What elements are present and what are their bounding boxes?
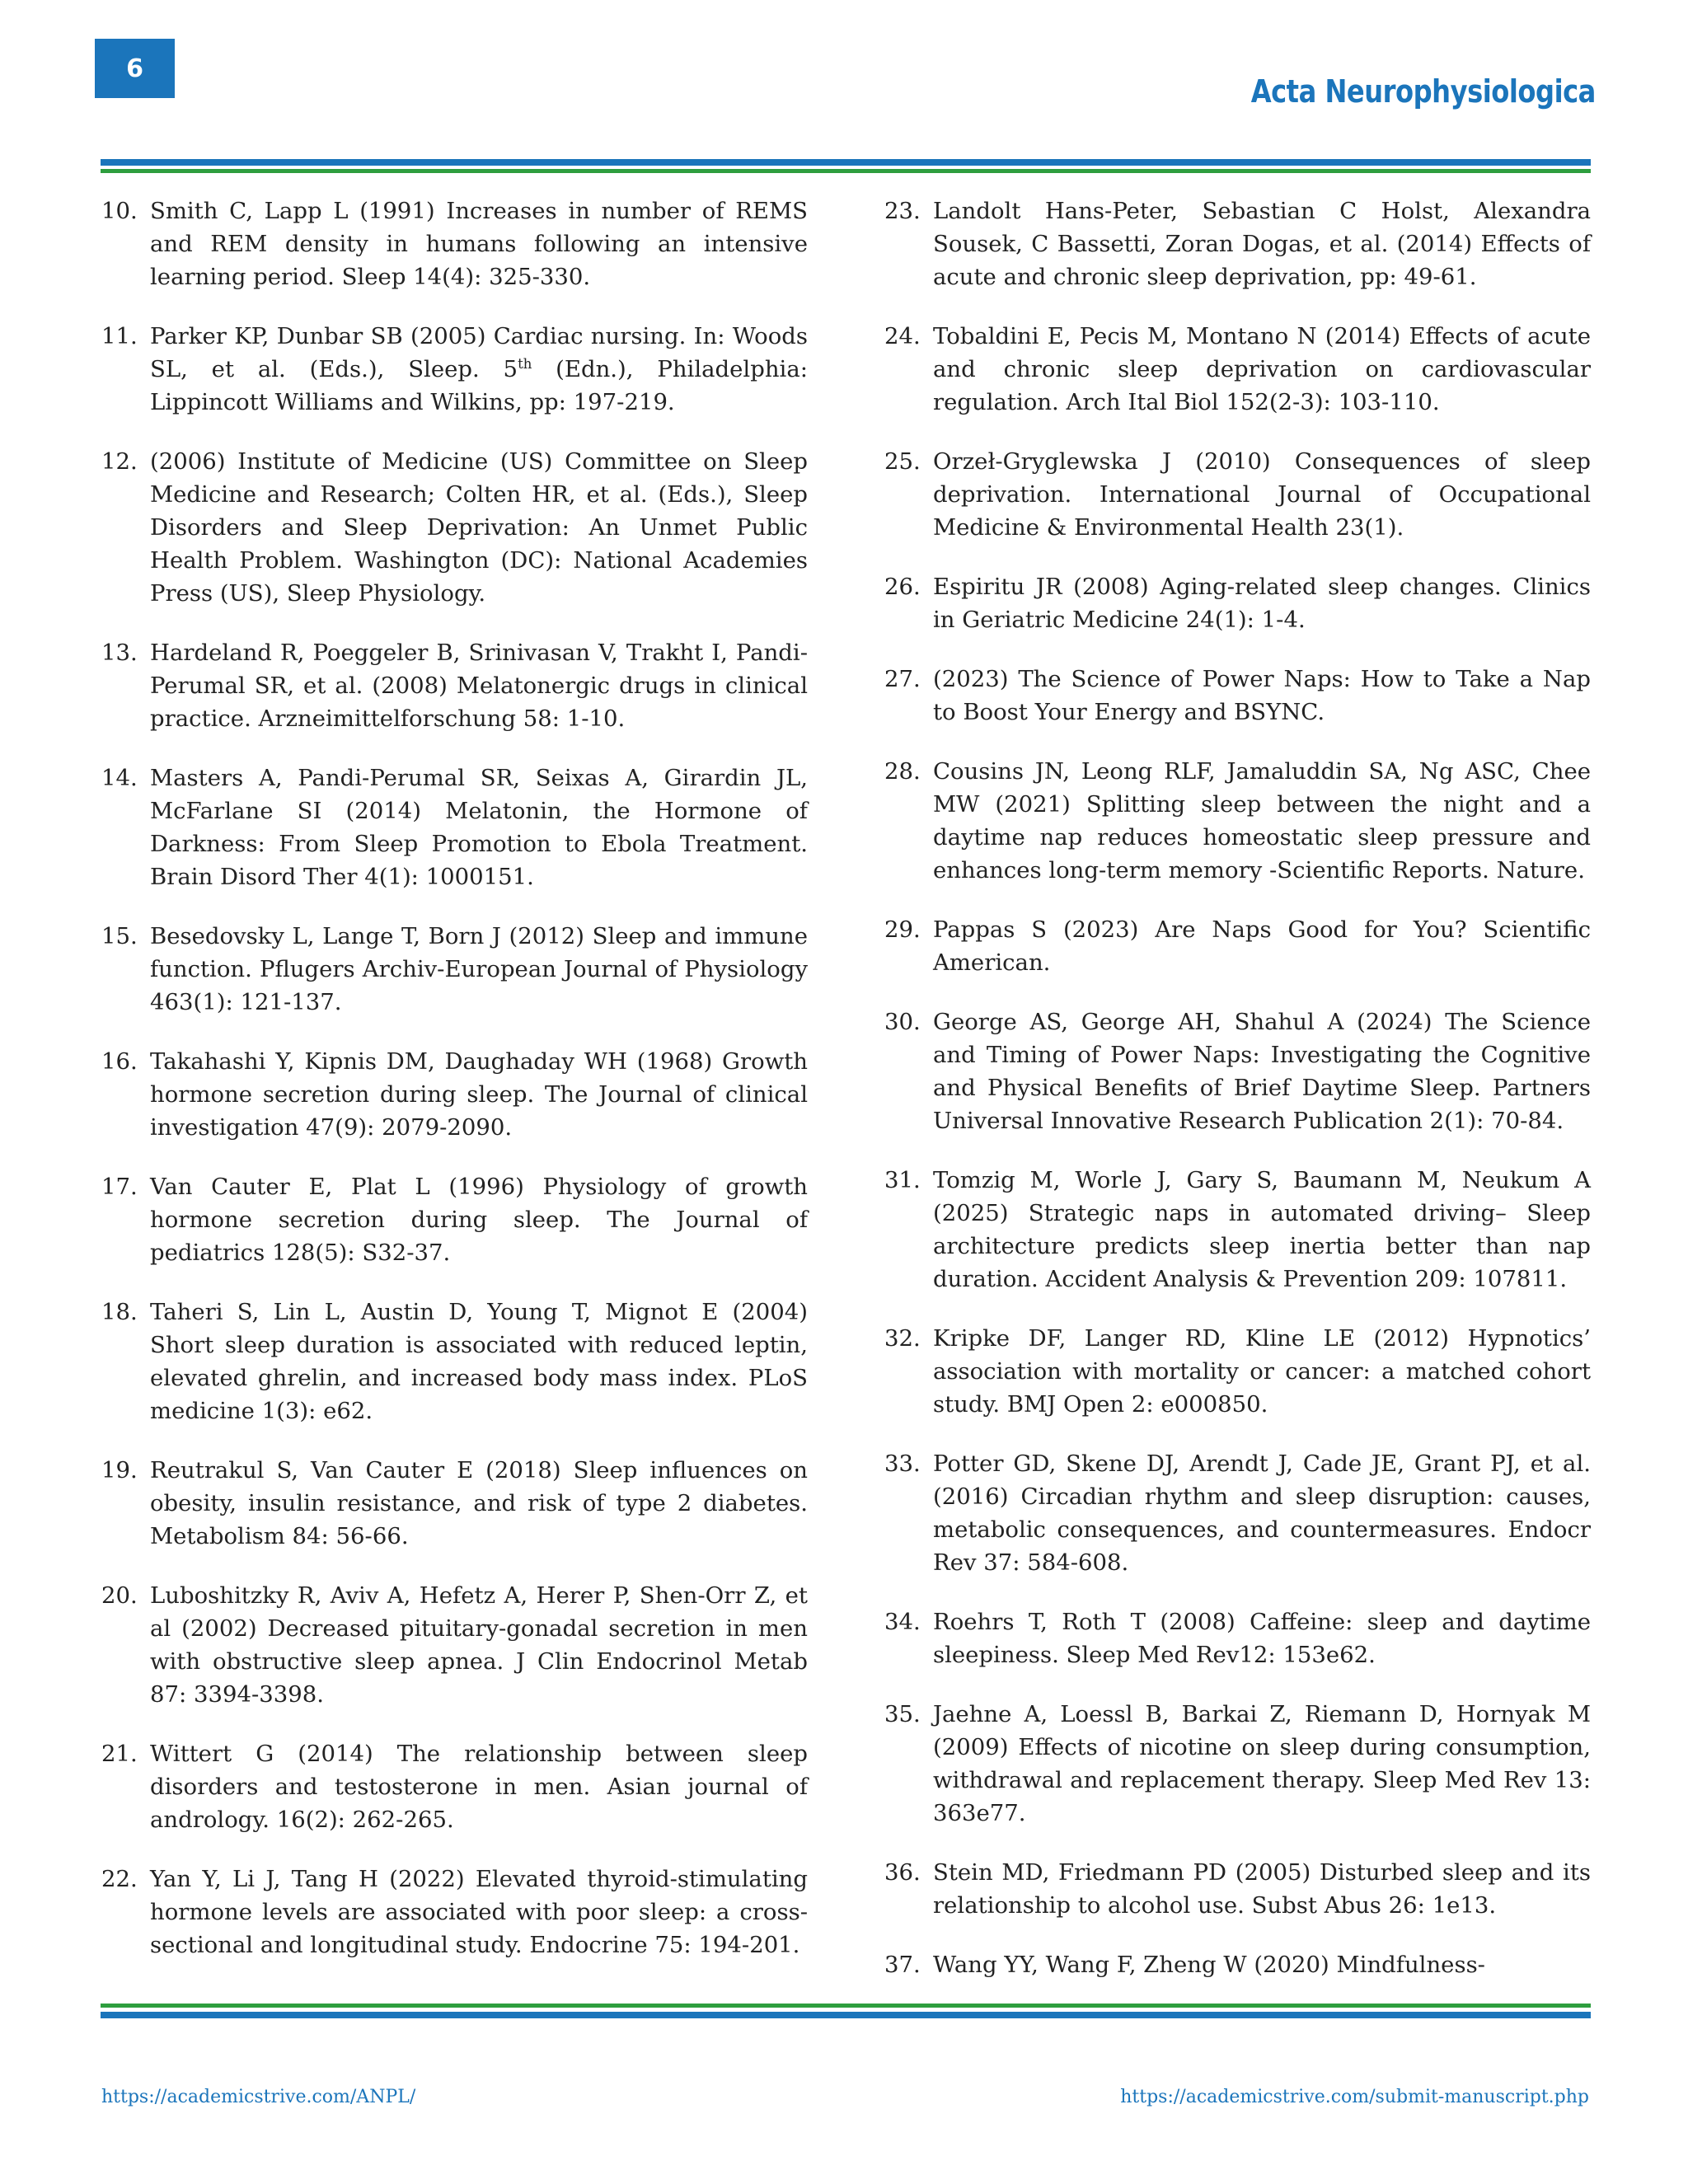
reference-text: Orzeł-Gryglewska J (2010) Consequences of sleep deprivation. International Journal of Occupational Medicine & Environmental Health 23(1). (933, 448, 1591, 541)
reference-text: Van Cauter E, Plat L (1996) Physiology of growth hormone secretion during sleep. The Journal of pediatrics 128(5): S32-37. (150, 1174, 808, 1266)
reference-text: Wang YY, Wang F, Zheng W (2020) Mindfulness- (933, 1952, 1485, 1978)
page-number-badge (95, 39, 175, 98)
reference-number: 32. (884, 1325, 921, 1352)
page-number: 6 (126, 54, 143, 83)
reference-number: 22. (101, 1866, 138, 1892)
reference-text: Taheri S, Lin L, Austin D, Young T, Mignot E (2004) Short sleep duration is associated with reduced leptin, elevated ghrelin, and increased body mass index. PLoS medicine 1(3): e62. (150, 1299, 808, 1424)
reference-text: Smith C, Lapp L (1991) Increases in number of REMS and REM density in humans following an intensive learning period. Sleep 14(4): 325-330. (150, 198, 808, 290)
reference-number: 35. (884, 1701, 921, 1727)
reference-item (884, 663, 1591, 729)
reference-item (884, 1948, 1591, 1981)
reference-text: George AS, George AH, Shahul A (2024) The Science and Timing of Power Naps: Investigating the Cognitive and Physical Benefits of Brief Daytime Sleep. Partners Universal Innovative Research Publication 2(1): 70-84. (933, 1009, 1591, 1134)
reference-number: 25. (884, 448, 921, 475)
reference-text: Jaehne A, Loessl B, Barkai Z, Riemann D, Hornyak M (2009) Effects of nicotine on sleep during consumption, withdrawal and replacement therapy. Sleep Med Rev 13: 363e77. (933, 1701, 1591, 1826)
reference-text-part: Parker KP, Dunbar SB (2005) Cardiac nursing. In: Woods SL, et al. (Eds.), Sleep. 5 (150, 323, 808, 382)
reference-text: Espiritu JR (2008) Aging-related sleep changes. Clinics in Geriatric Medicine 24(1): 1-4. (933, 574, 1591, 633)
reference-item (884, 1005, 1591, 1137)
reference-number: 18. (101, 1299, 138, 1325)
reference-text: Tomzig M, Worle J, Gary S, Baumann M, Neukum A (2025) Strategic naps in automated driving– Sleep architecture predicts sleep inertia better than nap duration. Accident Analysis & Prevention 209: 107811. (933, 1167, 1591, 1292)
reference-item (101, 445, 808, 610)
reference-number: 31. (884, 1167, 921, 1193)
reference-number: 34. (884, 1609, 921, 1635)
reference-number: 17. (101, 1174, 138, 1200)
reference-number: 12. (101, 448, 138, 475)
reference-number: 37. (884, 1952, 921, 1978)
reference-number: 23. (884, 198, 921, 224)
reference-text: Wittert G (2014) The relationship between sleep disorders and testosterone in men. Asian journal of andrology. 16(2): 262-265. (150, 1741, 808, 1833)
reference-number: 27. (884, 666, 921, 692)
submit-manuscript-link[interactable]: https://academicstrive.com/submit-manuscript.php (1120, 2087, 1589, 2107)
reference-text (150, 320, 808, 419)
reference-number: 21. (101, 1741, 138, 1767)
reference-text-part: (Edn.), Philadelphia: Lippincott Williams and Wilkins, pp: 197-219. (150, 356, 808, 415)
footer-divider-blue (101, 2012, 1591, 2018)
reference-item (884, 1856, 1591, 1922)
reference-text: Yan Y, Li J, Tang H (2022) Elevated thyroid-stimulating hormone levels are associated with poor sleep: a cross-sectional and longitudinal study. Endocrine 75: 194-201. (150, 1866, 808, 1958)
header-divider-green (101, 169, 1591, 173)
reference-item (884, 1447, 1591, 1579)
reference-item (884, 1164, 1591, 1296)
reference-list-left (101, 194, 808, 1988)
reference-text: Hardeland R, Poeggeler B, Srinivasan V, Trakht I, Pandi-Perumal SR, et al. (2008) Melatonergic drugs in clinical practice. Arzneimittelforschung 58: 1-10. (150, 640, 808, 732)
reference-item (884, 445, 1591, 544)
reference-item (101, 1737, 808, 1836)
reference-number: 36. (884, 1859, 921, 1886)
reference-item (101, 320, 808, 419)
reference-number: 30. (884, 1009, 921, 1035)
reference-text: Landolt Hans-Peter, Sebastian C Holst, Alexandra Sousek, C Bassetti, Zoran Dogas, et al. (2014) Effects of acute and chronic sleep deprivation, pp: 49-61. (933, 198, 1591, 290)
reference-item (101, 636, 808, 735)
reference-text: Potter GD, Skene DJ, Arendt J, Cade JE, Grant PJ, et al. (2016) Circadian rhythm and sleep disruption: causes, metabolic consequences, and countermeasures. Endocr Rev 37: 584-608. (933, 1451, 1591, 1576)
journal-title: Acta Neurophysiologica (1250, 73, 1596, 110)
reference-text: Luboshitzky R, Aviv A, Hefetz A, Herer P, Shen-Orr Z, et al (2002) Decreased pituitary-gonadal secretion in men with obstructive sleep apnea. J Clin Endocrinol Metab 87: 3394-3398. (150, 1582, 808, 1708)
reference-item (101, 1863, 808, 1961)
reference-number: 14. (101, 765, 138, 791)
reference-item (101, 1170, 808, 1269)
reference-item (101, 1579, 808, 1711)
reference-text: Reutrakul S, Van Cauter E (2018) Sleep influences on obesity, insulin resistance, and risk of type 2 diabetes. Metabolism 84: 56-66. (150, 1457, 808, 1549)
reference-text: Besedovsky L, Lange T, Born J (2012) Sleep and immune function. Pflugers Archiv-European Journal of Physiology 463(1): 121-137. (150, 923, 808, 1015)
reference-item (884, 1605, 1591, 1671)
reference-item (101, 762, 808, 893)
reference-text: Masters A, Pandi-Perumal SR, Seixas A, Girardin JL, McFarlane SI (2014) Melatonin, the Hormone of Darkness: From Sleep Promotion to Ebola Treatment. Brain Disord Ther 4(1): 1000151. (150, 765, 808, 890)
reference-item (884, 570, 1591, 636)
reference-item (101, 194, 808, 293)
reference-number: 20. (101, 1582, 138, 1609)
reference-text: (2023) The Science of Power Naps: How to Take a Nap to Boost Your Energy and BSYNC. (933, 666, 1591, 725)
journal-homepage-link[interactable]: https://academicstrive.com/ANPL/ (101, 2087, 416, 2107)
reference-item (884, 320, 1591, 419)
reference-number: 33. (884, 1451, 921, 1477)
reference-text: Cousins JN, Leong RLF, Jamaluddin SA, Ng ASC, Chee MW (2021) Splitting sleep between the night and a daytime nap reduces homeostatic sleep pressure and enhances long-term memory -Scientific Reports. Nature. (933, 758, 1591, 883)
reference-text: Tobaldini E, Pecis M, Montano N (2014) Effects of acute and chronic sleep deprivation on cardiovascular regulation. Arch Ital Biol 152(2-3): 103-110. (933, 323, 1591, 415)
reference-text: Pappas S (2023) Are Naps Good for You? Scientific American. (933, 916, 1591, 976)
reference-number: 15. (101, 923, 138, 949)
reference-item (101, 1454, 808, 1553)
reference-item (101, 1045, 808, 1144)
reference-text: Stein MD, Friedmann PD (2005) Disturbed sleep and its relationship to alcohol use. Subst Abus 26: 1e13. (933, 1859, 1591, 1919)
reference-number: 29. (884, 916, 921, 943)
reference-number: 16. (101, 1048, 138, 1075)
reference-number: 13. (101, 640, 138, 666)
reference-number: 10. (101, 198, 138, 224)
reference-number: 19. (101, 1457, 138, 1483)
reference-number: 28. (884, 758, 921, 785)
reference-list-right (884, 194, 1591, 2008)
header-divider-blue (101, 159, 1591, 166)
reference-item (101, 1296, 808, 1427)
reference-item (884, 755, 1591, 887)
reference-item (884, 913, 1591, 979)
reference-item (884, 1322, 1591, 1421)
reference-number: 11. (101, 323, 138, 349)
reference-text: Kripke DF, Langer RD, Kline LE (2012) Hypnotics’ association with mortality or cancer: a matched cohort study. BMJ Open 2: e000850. (933, 1325, 1591, 1418)
reference-item (884, 1698, 1591, 1830)
reference-text: Roehrs T, Roth T (2008) Caffeine: sleep and daytime sleepiness. Sleep Med Rev12: 153e62. (933, 1609, 1591, 1668)
reference-item (884, 194, 1591, 293)
reference-number: 26. (884, 574, 921, 600)
reference-item (101, 920, 808, 1019)
footer-divider-green (101, 2004, 1591, 2008)
reference-text: (2006) Institute of Medicine (US) Committee on Sleep Medicine and Research; Colten HR, et al. (Eds.), Sleep Disorders and Sleep Deprivation: An Unmet Public Health Problem. Washington (DC): National Academies Press (US), Sleep Physiology. (150, 448, 808, 607)
edition-superscript: th (518, 355, 532, 372)
reference-number: 24. (884, 323, 921, 349)
reference-text: Takahashi Y, Kipnis DM, Daughaday WH (1968) Growth hormone secretion during sleep. The Journal of clinical investigation 47(9): 2079-2090. (150, 1048, 808, 1141)
